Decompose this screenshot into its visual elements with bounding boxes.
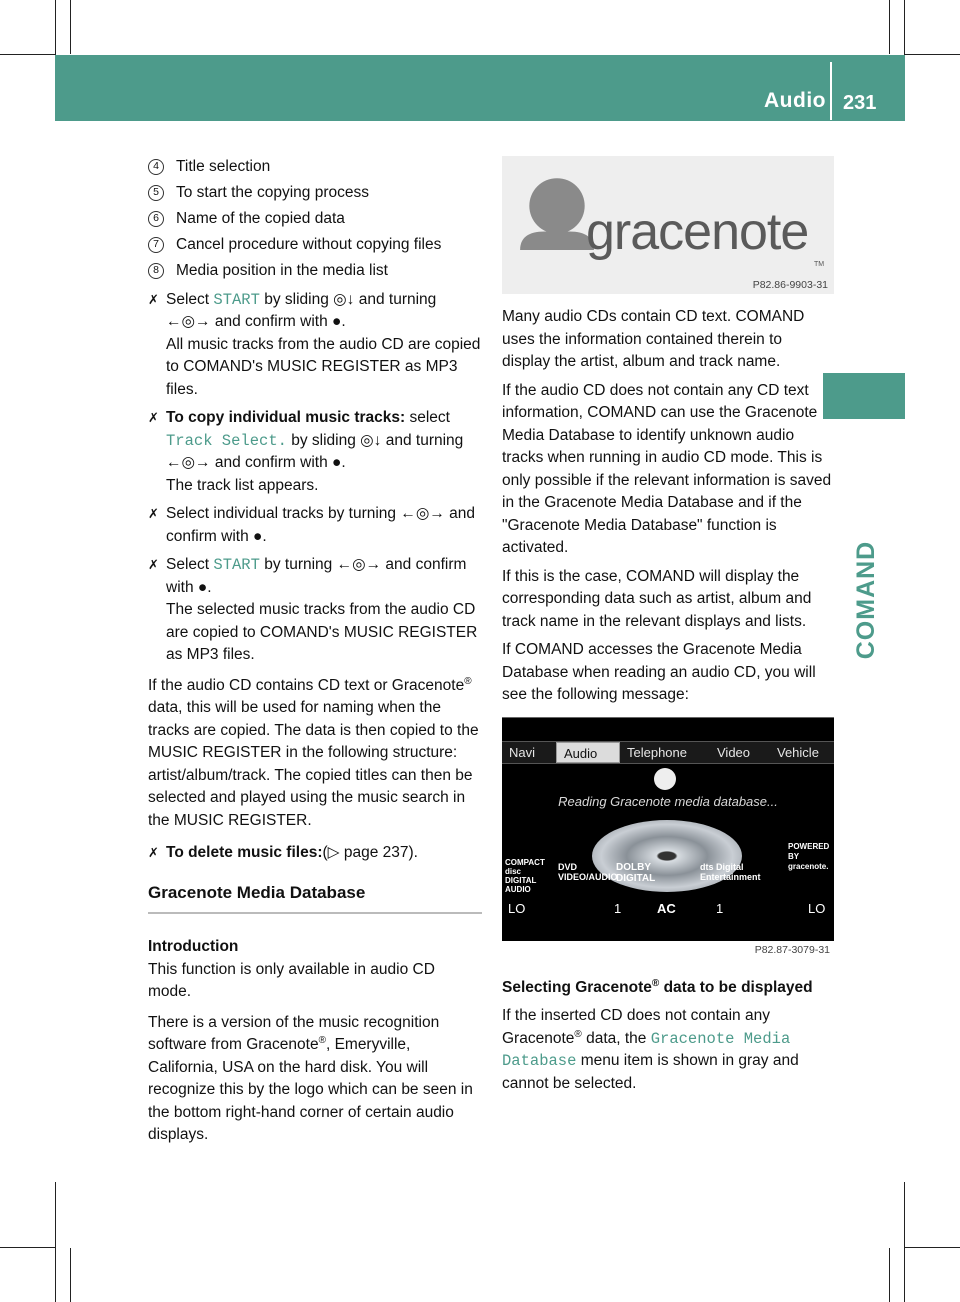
display-tab-bar — [502, 741, 834, 764]
crop-mark — [905, 54, 960, 55]
body-paragraph: If the audio CD contains CD text or Gracenote® data, this will be used for naming when the tracks are copied. The data is then copied to the MUSIC REGISTER in the following structure: artist/album/track. The copied titles can then be selected and played using the music search in the MUSIC REGISTER. — [148, 675, 479, 829]
body-paragraph: If this is the case, COMAND will display the corresponding data such as artist, album and track name in the relevant displays and lists. — [502, 567, 812, 630]
fan-right: 1 — [716, 900, 724, 916]
temp-left: LO — [508, 900, 526, 916]
header-divider — [830, 62, 832, 120]
menu-item-code: START — [213, 290, 260, 309]
legend-item — [148, 234, 482, 257]
legend-text: To start the copying process — [176, 184, 369, 201]
trademark-mark: TM — [814, 261, 825, 268]
section-title: Audio — [764, 89, 826, 112]
legend-text: Media position in the media list — [176, 262, 388, 279]
tab-audio[interactable]: Audio — [556, 742, 620, 763]
dts-logo: dts Digital Entertainment — [700, 861, 761, 882]
status-message: Reading Gracenote media database... — [558, 793, 778, 809]
menu-item-code: Track Select. — [166, 431, 287, 450]
legend-item — [148, 156, 482, 179]
body-paragraph: If the inserted CD does not contain any Gracenote® data, the Gracenote Media Database menu item is shown in gray and cannot be selected. — [502, 1007, 799, 1092]
body-paragraph: This function is only available in audio CD mode. — [148, 960, 435, 1000]
crop-mark — [70, 0, 71, 54]
dolby-logo: DOLBY DIGITAL — [616, 861, 656, 884]
legend-number: 7 — [148, 237, 164, 253]
tab-navi[interactable]: Navi — [509, 744, 536, 760]
step-result: All music tracks from the audio CD are copied to COMAND's MUSIC REGISTER as MP3 files. — [166, 335, 481, 398]
menu-item-code: START — [213, 556, 260, 574]
gracenote-wordmark: gracenote — [586, 203, 809, 261]
dvd-logo: DVD VIDEO/AUDIO — [558, 861, 618, 882]
fan-left: 1 — [614, 900, 622, 916]
crop-mark — [0, 1247, 55, 1248]
crop-mark — [70, 1248, 71, 1302]
right-column — [502, 156, 834, 1095]
step-result: The selected music tracks from the audio CD are copied to COMAND's MUSIC REGISTER as MP3 files. — [166, 601, 478, 663]
tab-video[interactable]: Video — [717, 744, 751, 760]
crop-mark — [0, 54, 55, 55]
body-paragraph: There is a version of the music recognition software from Gracenote®, Emeryville, California, USA on the hard disk. You will recognize this by the logo which can be seen in the bottom right-hand corner of certain audio displays. — [148, 1013, 473, 1143]
step-arrow-icon: ✗ — [148, 410, 159, 425]
legend-number: 5 — [148, 185, 164, 201]
legend-item — [148, 260, 482, 283]
body-paragraph: If COMAND accesses the Gracenote Media Database when reading an audio CD, you will see the following message: — [502, 641, 816, 703]
format-logo-row — [502, 841, 834, 894]
instruction-step: ✗ Select START by turning ←◎→ and confirm with ●. The selected music tracks from the audio CD are copied to COMAND's MUSIC REGISTER as MP3 files. — [148, 556, 478, 663]
page-number: 231 — [843, 92, 877, 114]
gracenote-logo-figure — [502, 156, 834, 294]
tab-telephone[interactable]: Telephone — [627, 744, 687, 760]
legend-number: 8 — [148, 263, 164, 279]
gracenote-mini-icon — [654, 768, 676, 790]
subheading: Selecting Gracenote® data to be displayed — [502, 977, 813, 996]
instruction-step: ✗ Select individual tracks by turning ←◎→ and confirm with ●. — [148, 505, 476, 545]
figure-reference: P82.86-9903-31 — [752, 279, 828, 291]
crop-mark — [889, 0, 890, 54]
step-arrow-icon: ✗ — [148, 845, 159, 860]
crop-mark — [905, 1247, 960, 1248]
legend-text: Name of the copied data — [176, 210, 345, 227]
temp-right: LO — [808, 900, 826, 916]
instruction-step: ✗ To copy individual music tracks: select Track Select. by sliding ◎↓ and turning ←◎→ and confirm with ●. The track list appears. — [148, 409, 464, 494]
legend-item — [148, 208, 482, 231]
step-arrow-icon: ✗ — [148, 506, 159, 521]
ac-indicator: AC — [657, 900, 676, 916]
comand-display-screenshot — [502, 717, 834, 941]
figure-reference: P82.87-3079-31 — [754, 943, 830, 956]
legend-number: 4 — [148, 159, 164, 175]
side-tab-marker — [823, 373, 905, 419]
step-arrow-icon: ✗ — [148, 291, 159, 307]
tab-vehicle[interactable]: Vehicle — [777, 744, 819, 760]
menu-item-code: Gracenote Media Database — [502, 1029, 791, 1070]
page-reference-link[interactable]: (▷ page 237). — [322, 844, 418, 861]
side-tab-label: COMAND — [851, 540, 880, 660]
instruction-step: ✗ Select START by sliding ◎↓ and turning ←◎→ and confirm with ●. All music tracks from the audio CD are copied to COMAND's MUSIC REGISTER as MP3 files. — [148, 290, 481, 398]
left-column — [148, 156, 482, 1147]
legend-text: Cancel procedure without copying files — [176, 236, 442, 253]
crop-mark — [889, 1248, 890, 1302]
compact-disc-logo: COMPACT disc DIGITAL AUDIO — [505, 857, 545, 894]
climate-status-bar — [502, 896, 834, 918]
crop-mark — [904, 1182, 905, 1302]
subheading: Introduction — [148, 938, 239, 955]
crop-mark — [55, 1182, 56, 1302]
step-result: The track list appears. — [166, 476, 319, 494]
instruction-step: ✗ To delete music files:(▷ page 237). — [148, 842, 482, 865]
legend-text: Title selection — [176, 158, 271, 175]
section-heading: Gracenote Media Database — [148, 882, 482, 915]
powered-by-gracenote-logo: POWERED BY gracenote. — [788, 841, 830, 871]
legend-item — [148, 182, 482, 205]
legend-number: 6 — [148, 211, 164, 227]
step-arrow-icon: ✗ — [148, 557, 159, 572]
body-paragraph: If the audio CD does not contain any CD text information, COMAND can use the Gracenote Media Database to identify unknown audio tracks when running in audio CD mode. This is only possible if the relevant information is saved in the Gracenote Media Database and if the "Gracenote Media Database" function is activated. — [502, 381, 832, 556]
body-paragraph: Many audio CDs contain CD text. COMAND uses the information contained therein to display the artist, album and track name. — [502, 308, 805, 370]
